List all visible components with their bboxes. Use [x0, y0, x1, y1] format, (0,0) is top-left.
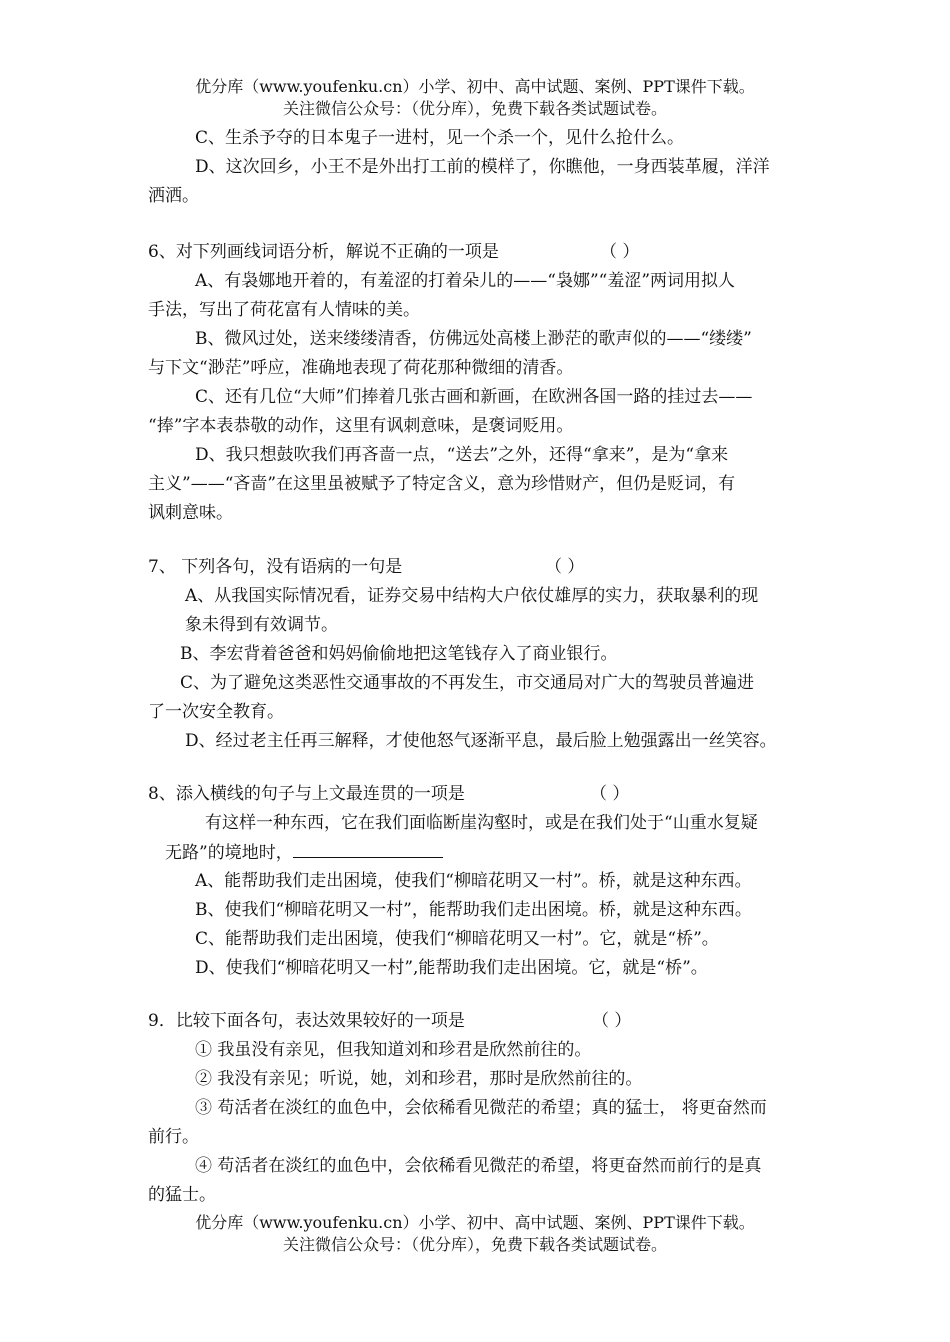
- q6-option-b-line2: 与下文“渺茫”呼应，准确地表现了荷花那种微细的清香。: [148, 358, 574, 378]
- q8-passage-line1: 有这样一种东西，它在我们面临断崖沟壑时，或是在我们处于“山重水复疑: [205, 813, 758, 833]
- q5-option-d-line2: 洒洒。: [148, 186, 199, 206]
- q8-passage-text: 无路”的境地时，: [165, 843, 293, 863]
- q9-option-3-line2: 前行。: [148, 1127, 199, 1147]
- q9-stem: 9．比较下面各句，表达效果较好的一项是: [148, 1011, 465, 1031]
- q6-option-d-line2: 主义”——“吝啬”在这里虽被赋予了特定含义，意为珍惜财产，但仍是贬词，有: [148, 474, 736, 494]
- q7-option-d: D、经过老主任再三解释，才使他怒气逐渐平息，最后脸上勉强露出一丝笑容。: [185, 731, 777, 751]
- q8-passage-line2: [165, 840, 443, 865]
- q6-option-c-line1: C、还有几位“大师”们捧着几张古画和新画，在欧洲各国一路的挂过去——: [195, 387, 753, 407]
- q8-option-c: C、能帮助我们走出困境，使我们“柳暗花明又一村”。它，就是“桥”。: [195, 929, 719, 949]
- fill-in-blank: [293, 840, 443, 858]
- q8-option-a: A、能帮助我们走出困境，使我们“柳暗花明又一村”。桥，就是这种东西。: [195, 871, 752, 891]
- q9-option-4-line2: 的猛士。: [148, 1185, 216, 1205]
- q8-stem: 8、添入横线的句子与上文最连贯的一项是: [148, 784, 465, 804]
- q7-answer-paren: （ ）: [545, 557, 585, 577]
- q6-option-d-line1: D、我只想鼓吹我们再吝啬一点，“送去”之外，还得“拿来”，是为“拿来: [195, 445, 729, 465]
- q7-option-a-line2: 象未得到有效调节。: [185, 615, 338, 635]
- q6-option-c-line2: “捧”字本表恭敬的动作，这里有讽刺意味，是褒词贬用。: [148, 416, 574, 436]
- q6-stem: 6、对下列画线词语分析，解说不正确的一项是: [148, 242, 499, 262]
- q7-option-c-line2: 了一次安全教育。: [148, 702, 284, 722]
- q7-option-c-line1: C、为了避免这类恶性交通事故的不再发生，市交通局对广大的驾驶员普遍进: [180, 673, 755, 693]
- q8-answer-paren: （ ）: [590, 784, 630, 804]
- q5-option-c: C、生杀予夺的日本鬼子一进村，见一个杀一个，见什么抢什么。: [195, 128, 685, 148]
- q5-option-d-line1: D、这次回乡，小王不是外出打工前的模样了，你瞧他，一身西装革履，洋洋: [195, 157, 770, 177]
- header-line-1: 优分库（www.youfenku.cn）小学、初中、高中试题、案例、PPT课件下载。: [195, 77, 755, 96]
- q8-option-b: B、使我们“柳暗花明又一村”，能帮助我们走出困境。桥，就是这种东西。: [195, 900, 752, 920]
- q6-option-d-line3: 讽刺意味。: [148, 503, 233, 523]
- footer-line-1: 优分库（www.youfenku.cn）小学、初中、高中试题、案例、PPT课件下载。: [195, 1213, 755, 1232]
- q6-option-a-line1: A、有袅娜地开着的，有羞涩的打着朵儿的——“袅娜”“羞涩”两词用拟人: [195, 271, 736, 291]
- q7-option-a-line1: A、从我国实际情况看，证券交易中结构大户依仗雄厚的实力，获取暴利的现: [185, 586, 759, 606]
- q9-option-2: ② 我没有亲见；听说，她，刘和珍君，那时是欣然前往的。: [195, 1069, 643, 1089]
- q9-option-4-line1: ④ 苟活者在淡红的血色中，会依稀看见微茫的希望，将更奋然而前行的是真: [195, 1156, 762, 1176]
- q6-option-b-line1: B、微风过处，送来缕缕清香，仿佛远处高楼上渺茫的歌声似的——“缕缕”: [195, 329, 752, 349]
- q7-option-b: B、李宏背着爸爸和妈妈偷偷地把这笔钱存入了商业银行。: [180, 644, 618, 664]
- q6-option-a-line2: 手法，写出了荷花富有人情味的美。: [148, 300, 420, 320]
- q6-answer-paren: （ ）: [600, 242, 640, 262]
- header-line-2: 关注微信公众号：（优分库），免费下载各类试题试卷。: [282, 99, 667, 118]
- footer-line-2: 关注微信公众号：（优分库），免费下载各类试题试卷。: [282, 1235, 667, 1254]
- q9-answer-paren: （ ）: [592, 1011, 632, 1031]
- q7-stem: 7、 下列各句，没有语病的一句是: [148, 557, 403, 577]
- q9-option-1: ① 我虽没有亲见，但我知道刘和珍君是欣然前往的。: [195, 1040, 592, 1060]
- q8-option-d: D、使我们“柳暗花明又一村”,能帮助我们走出困境。它，就是“桥”。: [195, 958, 708, 978]
- q9-option-3-line1: ③ 苟活者在淡红的血色中，会依稀看见微茫的希望；真的猛士， 将更奋然而: [195, 1098, 767, 1118]
